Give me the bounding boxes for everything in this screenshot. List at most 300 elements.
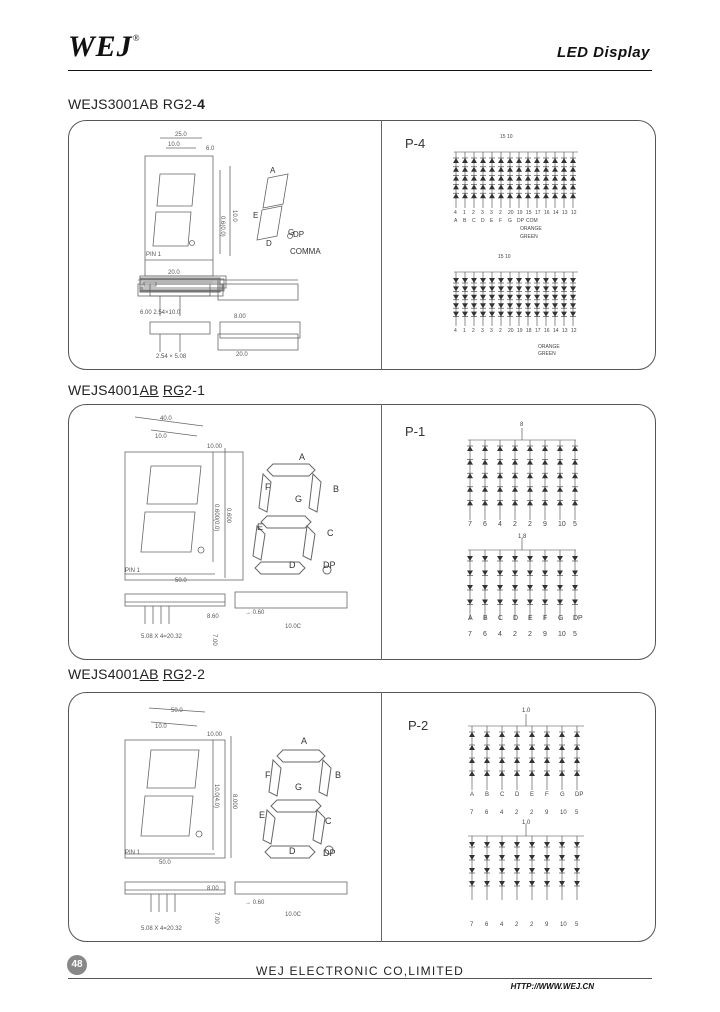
diode-symbol [525, 158, 531, 163]
diode-symbol [543, 295, 549, 300]
diode-symbol [542, 487, 548, 492]
svg-text:2.54 × 5.08: 2.54 × 5.08 [156, 354, 187, 360]
diode-symbol [557, 446, 563, 451]
diode-symbol [462, 278, 468, 283]
diode-symbol [462, 295, 468, 300]
diode-symbol [561, 184, 567, 189]
svg-text:10.0(4.0): 10.0(4.0) [213, 784, 219, 809]
pin-letter: F [499, 218, 503, 224]
footer-rule [68, 978, 652, 979]
diode-symbol [527, 446, 533, 451]
dimension-drawing-2 [115, 412, 375, 652]
legend-orange-1b: ORANGE [538, 344, 560, 350]
diode-symbol [512, 500, 518, 505]
pinout-label-2: P-1 [405, 424, 426, 439]
diode-symbol [489, 295, 495, 300]
diode-symbol [499, 732, 505, 737]
diode-symbol [482, 460, 488, 465]
svg-text:0.600: 0.600 [225, 508, 231, 524]
svg-text:8.00: 8.00 [234, 314, 246, 320]
diode-symbol [542, 585, 548, 590]
diode-symbol [471, 278, 477, 283]
diode-symbol [552, 184, 558, 189]
pin-letter: B [485, 792, 490, 798]
pin-number: 3 [481, 210, 484, 216]
diode-symbol [469, 732, 475, 737]
svg-text:10.0: 10.0 [168, 142, 180, 148]
pin-number: 10 [560, 810, 567, 816]
diode-symbol [572, 571, 578, 576]
diode-symbol [570, 312, 576, 317]
diode-symbol [453, 278, 459, 283]
seg1-label-e: E [253, 211, 259, 220]
brand-logo [68, 30, 141, 64]
diode-symbol [561, 303, 567, 308]
diode-symbol [469, 771, 475, 776]
svg-text:0.600(0.0): 0.600(0.0) [213, 504, 219, 532]
diode-symbol [527, 500, 533, 505]
diode-symbol [552, 176, 558, 181]
pin-number: 9 [545, 810, 549, 816]
seg1-label-g: G [288, 228, 295, 237]
diode-symbol [542, 600, 548, 605]
pin-number: 12 [571, 328, 577, 334]
svg-text:10.0: 10.0 [155, 724, 167, 730]
diode-symbol [499, 745, 505, 750]
svg-text:6.00 2.54×10.0: 6.00 2.54×10.0 [140, 310, 181, 316]
diode-symbol [498, 193, 504, 198]
pinout-label-1: P-4 [405, 136, 426, 151]
diode-symbol [534, 303, 540, 308]
diode-symbol [467, 500, 473, 505]
diode-symbol [512, 473, 518, 478]
diode-symbol [542, 460, 548, 465]
pin-number: 13 [562, 210, 568, 216]
diode-symbol [480, 278, 486, 283]
diode-symbol [516, 176, 522, 181]
diode-symbol [574, 771, 580, 776]
pin-number: 9 [543, 521, 547, 528]
diode-symbol [543, 286, 549, 291]
diode-symbol [514, 868, 520, 873]
diode-symbol [480, 193, 486, 198]
diode-symbol [453, 193, 459, 198]
footer-url: HTTP://WWW.WEJ.CN [510, 982, 594, 991]
svg-text:10.0C: 10.0C [285, 624, 302, 630]
diode-symbol [572, 556, 578, 561]
diode-symbol [544, 758, 550, 763]
diode-symbol [497, 556, 503, 561]
pin-number: 5 [573, 521, 577, 528]
diode-symbol [534, 167, 540, 172]
diode-symbol [482, 571, 488, 576]
diode-symbol [499, 855, 505, 860]
diode-symbol [497, 571, 503, 576]
diode-symbol [559, 745, 565, 750]
diode-symbol [467, 571, 473, 576]
seg3-label-c: C [325, 816, 332, 826]
seg3-label-e: E [259, 810, 266, 820]
diode-symbol [480, 167, 486, 172]
pin-letter: B [483, 615, 488, 622]
pinout-schematic-3 [460, 704, 600, 934]
diode-symbol [552, 278, 558, 283]
diode-symbol [471, 176, 477, 181]
diode-symbol [484, 771, 490, 776]
diode-symbol [543, 176, 549, 181]
diode-symbol [552, 193, 558, 198]
diode-symbol [543, 303, 549, 308]
svg-text:25.0: 25.0 [175, 132, 187, 138]
diode-symbol [484, 842, 490, 847]
svg-text:10.0: 10.0 [231, 210, 237, 222]
pin-letter: DP [517, 218, 524, 224]
diode-symbol [482, 585, 488, 590]
diode-symbol [507, 286, 513, 291]
diode-symbol [467, 585, 473, 590]
pin-letter: DP [573, 615, 583, 622]
section-title-2: WEJS4001AB RG2-1 [68, 382, 206, 398]
diode-symbol [462, 158, 468, 163]
seg2-label-b: B [333, 484, 340, 494]
diode-symbol [543, 158, 549, 163]
pin-number: 7 [470, 922, 474, 928]
diode-symbol [489, 176, 495, 181]
pin-number: 3 [481, 328, 484, 334]
diode-symbol [462, 176, 468, 181]
svg-text:50.0: 50.0 [159, 860, 171, 866]
diode-symbol [570, 303, 576, 308]
seg2-label-g: G [295, 494, 303, 504]
diode-symbol [498, 167, 504, 172]
pin-number: 10 [558, 521, 566, 528]
seg1-label-comma: COMMA [290, 247, 321, 256]
panel-divider-1 [381, 120, 382, 370]
pin-number: 20 [508, 328, 514, 334]
diode-symbol [561, 193, 567, 198]
pin-number: 3 [490, 210, 493, 216]
seg3-label-d: D [289, 846, 296, 856]
diode-symbol [557, 600, 563, 605]
diode-symbol [552, 167, 558, 172]
diode-symbol [572, 473, 578, 478]
diode-symbol [544, 745, 550, 750]
svg-text:8.00: 8.00 [207, 886, 219, 892]
diode-symbol [543, 167, 549, 172]
diode-symbol [559, 732, 565, 737]
pin-number: 17 [535, 328, 541, 334]
diode-symbol [497, 473, 503, 478]
svg-text:PIN 1: PIN 1 [125, 568, 141, 574]
diode-symbol [516, 278, 522, 283]
pin-number: 6 [483, 521, 487, 528]
section-title-3: WEJS4001AB RG2-2 [68, 666, 206, 682]
pin-letter: E [528, 615, 533, 622]
diode-symbol [570, 193, 576, 198]
seg1-label-a: A [270, 166, 276, 175]
diode-symbol [544, 881, 550, 886]
diode-symbol [543, 278, 549, 283]
diode-symbol [544, 732, 550, 737]
diode-symbol [512, 556, 518, 561]
diode-symbol [462, 184, 468, 189]
diode-symbol [572, 487, 578, 492]
diode-symbol [497, 487, 503, 492]
diode-symbol [514, 855, 520, 860]
diode-symbol [514, 842, 520, 847]
diode-symbol [557, 473, 563, 478]
pin-letter: G [560, 792, 565, 798]
svg-text:5.08 X 4=20.32: 5.08 X 4=20.32 [141, 634, 182, 640]
diode-symbol [544, 771, 550, 776]
diode-symbol [559, 771, 565, 776]
diode-symbol [570, 286, 576, 291]
pin-number: 2 [472, 328, 475, 334]
diode-symbol [516, 184, 522, 189]
seg3-label-b: B [335, 770, 342, 780]
diode-symbol [527, 487, 533, 492]
diode-symbol [559, 868, 565, 873]
svg-text:50.0: 50.0 [171, 708, 183, 714]
diode-symbol [559, 842, 565, 847]
diode-symbol [525, 278, 531, 283]
diode-symbol [482, 556, 488, 561]
diode-symbol [489, 286, 495, 291]
pin-number: 2 [515, 922, 519, 928]
diode-symbol [471, 184, 477, 189]
diode-symbol [516, 193, 522, 198]
pin-number: 9 [545, 922, 549, 928]
pin-letter: D [515, 792, 520, 798]
diode-symbol [557, 556, 563, 561]
diode-symbol [498, 184, 504, 189]
diode-symbol [572, 585, 578, 590]
pin-letter: E [530, 792, 535, 798]
svg-text:6.0: 6.0 [206, 146, 215, 152]
diode-symbol [484, 881, 490, 886]
diode-symbol [469, 881, 475, 886]
diode-symbol [529, 855, 535, 860]
pin-number: 2 [513, 631, 517, 638]
pin-letter: E [490, 218, 494, 224]
diode-symbol [462, 312, 468, 317]
diode-symbol [557, 585, 563, 590]
pinout-schematic-2 [460, 420, 600, 640]
diode-symbol [572, 460, 578, 465]
diode-symbol [471, 303, 477, 308]
seg2-label-a: A [299, 452, 306, 462]
svg-text:0.6(0.0): 0.6(0.0) [219, 216, 225, 237]
diode-symbol [462, 193, 468, 198]
header-rule [68, 70, 652, 71]
pin-number: 5 [575, 922, 579, 928]
pin-number: 2 [528, 521, 532, 528]
diode-symbol [516, 303, 522, 308]
svg-text:20.0: 20.0 [168, 270, 180, 276]
diode-symbol [527, 460, 533, 465]
diode-symbol [557, 460, 563, 465]
pin-number: 15 [526, 210, 532, 216]
pin-number: 13 [562, 328, 568, 334]
diode-symbol [534, 295, 540, 300]
svg-text:PIN 1: PIN 1 [146, 252, 162, 258]
pin-number: 6 [485, 922, 489, 928]
diode-symbol [499, 771, 505, 776]
diode-symbol [453, 167, 459, 172]
pin-number: 12 [571, 210, 577, 216]
pin-number: 4 [454, 328, 457, 334]
diode-symbol [467, 556, 473, 561]
pin-number: 6 [485, 810, 489, 816]
diode-symbol [482, 473, 488, 478]
diode-symbol [469, 758, 475, 763]
diode-symbol [453, 303, 459, 308]
diode-symbol [570, 176, 576, 181]
diode-symbol [507, 295, 513, 300]
diode-symbol [484, 868, 490, 873]
diode-symbol [489, 193, 495, 198]
diode-symbol [572, 500, 578, 505]
pin-letter: C [500, 792, 505, 798]
diode-symbol [467, 487, 473, 492]
diode-symbol [574, 881, 580, 886]
pin-number: 10 [558, 631, 566, 638]
diode-symbol [527, 600, 533, 605]
svg-text:7.00: 7.00 [213, 912, 219, 924]
diode-symbol [467, 460, 473, 465]
diode-symbol [469, 745, 475, 750]
diode-symbol [570, 167, 576, 172]
diode-symbol [552, 303, 558, 308]
panel-divider-2 [381, 404, 382, 660]
document-title: LED Display [556, 44, 650, 61]
diode-symbol [507, 312, 513, 317]
seg2-label-f: F [265, 482, 271, 492]
pin-number: 14 [553, 328, 559, 334]
pin-number: 2 [499, 328, 502, 334]
svg-text:40.0: 40.0 [160, 416, 172, 422]
pin-number: 7 [468, 521, 472, 528]
diode-symbol [557, 487, 563, 492]
diode-symbol [572, 600, 578, 605]
diode-symbol [453, 295, 459, 300]
diode-symbol [484, 758, 490, 763]
diode-symbol [543, 184, 549, 189]
diode-symbol [561, 176, 567, 181]
legend-green-1: GREEN [520, 234, 538, 240]
diode-symbol [480, 286, 486, 291]
svg-text:8.60: 8.60 [207, 614, 219, 620]
diode-symbol [525, 167, 531, 172]
diode-symbol [527, 585, 533, 590]
diode-symbol [570, 184, 576, 189]
diode-symbol [529, 842, 535, 847]
diode-symbol [469, 855, 475, 860]
diode-symbol [499, 881, 505, 886]
diode-symbol [552, 286, 558, 291]
diode-symbol [467, 473, 473, 478]
diode-symbol [527, 571, 533, 576]
diode-symbol [514, 745, 520, 750]
pin-number: 4 [500, 922, 504, 928]
diode-symbol [559, 881, 565, 886]
diode-symbol [507, 184, 513, 189]
diode-symbol [574, 855, 580, 860]
dimension-drawing-1 [120, 126, 380, 366]
svg-text:20.0: 20.0 [236, 352, 248, 358]
pin-number: 14 [553, 210, 559, 216]
seg3-label-dp: DP [323, 848, 336, 858]
diode-symbol [542, 500, 548, 505]
diode-symbol [534, 286, 540, 291]
page-number-badge: 48 [67, 955, 87, 975]
pin-number: 16 [544, 210, 550, 216]
diode-symbol [570, 278, 576, 283]
diode-symbol [471, 295, 477, 300]
common-pin-bottom-3: 1.0 [522, 820, 531, 826]
diode-symbol [552, 312, 558, 317]
diode-symbol [557, 571, 563, 576]
diode-symbol [482, 600, 488, 605]
diode-symbol [484, 745, 490, 750]
pin-letter: G [558, 615, 564, 622]
diode-symbol [499, 842, 505, 847]
diode-symbol [507, 193, 513, 198]
pin-number: 2 [515, 810, 519, 816]
seg2-label-c: C [327, 528, 334, 538]
diode-symbol [453, 176, 459, 181]
pin-number: 2 [472, 210, 475, 216]
diode-symbol [498, 176, 504, 181]
pin-number: 5 [573, 631, 577, 638]
common-pin-bottom-2: 1,8 [518, 534, 527, 540]
diode-symbol [574, 868, 580, 873]
svg-text:10.0C: 10.0C [285, 912, 302, 918]
diode-symbol [534, 193, 540, 198]
pin-letter: D [481, 218, 485, 224]
brand-name: WEJ [68, 30, 133, 63]
diode-symbol [525, 312, 531, 317]
diode-symbol [489, 312, 495, 317]
pin-number: 4 [500, 810, 504, 816]
diode-symbol [561, 278, 567, 283]
diode-symbol [482, 487, 488, 492]
pin-number: 16 [544, 328, 550, 334]
diode-symbol [525, 193, 531, 198]
seg2-label-dp: DP [323, 560, 336, 570]
pin-number: 4 [498, 631, 502, 638]
dimension-drawing-3 [115, 700, 375, 940]
footer-company: WEJ ELECTRONIC CO,LIMITED [255, 964, 464, 978]
diode-symbol [507, 158, 513, 163]
diode-symbol [484, 855, 490, 860]
diode-symbol [559, 855, 565, 860]
diode-symbol [453, 286, 459, 291]
diode-symbol [497, 500, 503, 505]
pin-letter: F [545, 792, 549, 798]
diode-symbol [544, 855, 550, 860]
pin-letter: A [468, 615, 473, 622]
diode-symbol [572, 446, 578, 451]
diode-symbol [534, 312, 540, 317]
diode-symbol [471, 286, 477, 291]
diode-symbol [512, 446, 518, 451]
legend-orange-1: ORANGE [520, 226, 542, 232]
diode-symbol [542, 446, 548, 451]
diode-symbol [498, 278, 504, 283]
diode-symbol [529, 771, 535, 776]
diode-symbol [469, 842, 475, 847]
